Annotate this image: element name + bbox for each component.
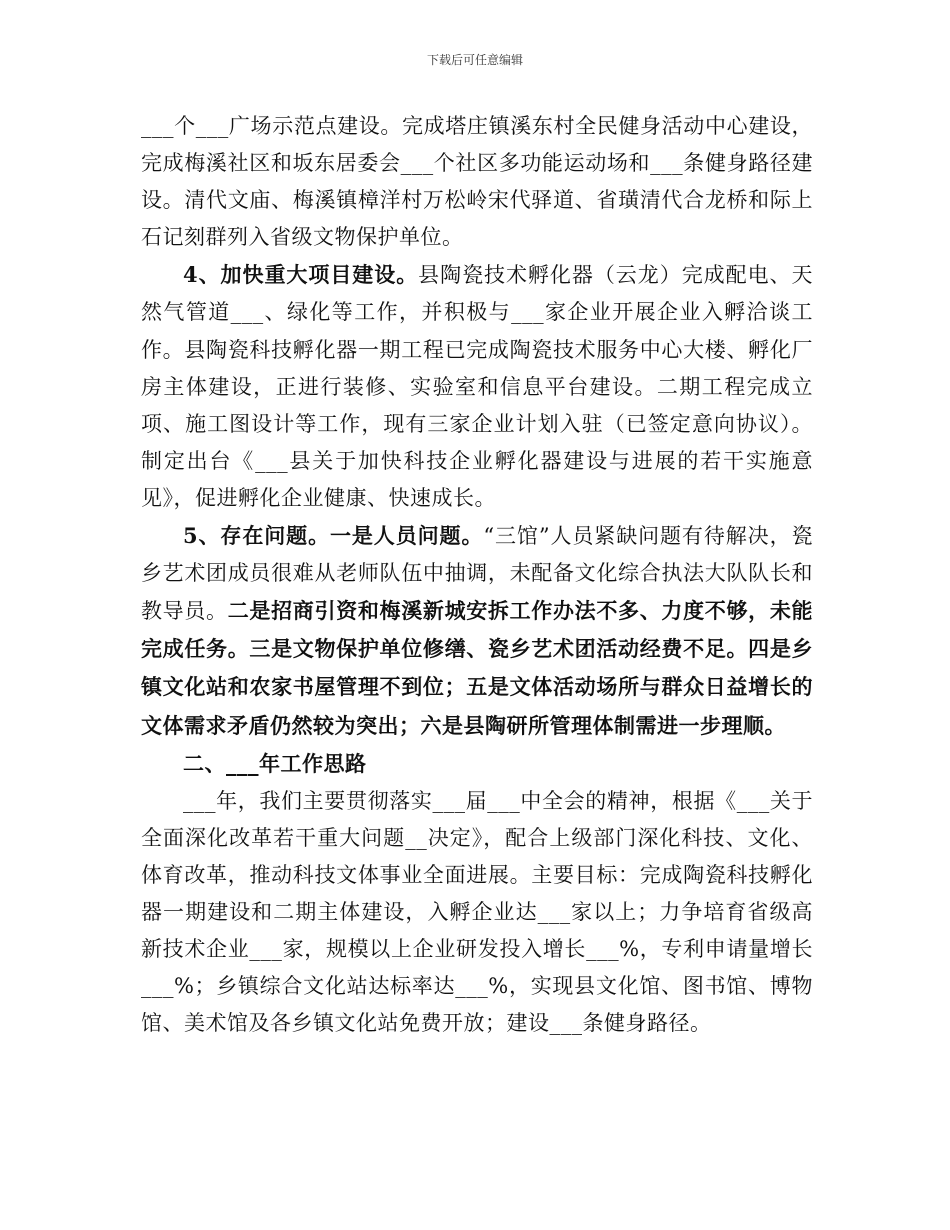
paragraph-major-projects — [141, 256, 813, 517]
section-heading: 4、加快重大项目建设。 — [183, 262, 419, 288]
paragraph-bold-text: 二是招商引资和梅溪新城安拆工作办法不多、力度不够，未能完成任务。三是文物保护单位修缮、瓷乡艺术团活动经费不足。四是乡镇文化站和农家书屋管理不到位；五是文体活动场所与群众日益增长的文体需求矛盾仍然较为突出；六是县陶研所管理体制需进一步理顺。 — [141, 598, 813, 738]
paragraph-work-plan — [141, 783, 813, 1043]
paragraph-text: ___个___广场示范点建设。完成塔庄镇溪东村全民健身活动中心建设，完成梅溪社区和坂东居委会___个社区多功能运动场和___条健身路径建设。清代文庙、梅溪镇樟洋村万松岭宋代驿道、省璜清代合龙桥和际上石记刻群列入省级文物保护单位。 — [141, 114, 813, 250]
paragraph-text: 县陶瓷技术孵化器（云龙）完成配电、天然气管道___、绿化等工作，并积极与___家企业开展企业入孵洽谈工作。县陶瓷科技孵化器一期工程已完成陶瓷技术服务中心大楼、孵化厂房主体建设，正进行装修、实验室和信息平台建设。二期工程完成立项、施工图设计等工作，现有三家企业计划入驻（已签定意向协议）。制定出台《___县关于加快科技企业孵化器建设与进展的若干实施意见》，促进孵化企业健康、快速成长。 — [141, 263, 813, 510]
page-header: 下载后可任意编辑 — [426, 53, 523, 67]
paragraph-existing-problems — [141, 517, 813, 745]
paragraph-text: ___年，我们主要贯彻落实___届___中全会的精神，根据《___关于全面深化改革若干重大问题__决定》，配合上级部门深化科技、文化、体育改革，推动科技文体事业全面进展。主要目标：完成陶瓷科技孵化器一期建设和二期主体建设，入孵企业达___家以上；力争培育省级高新技术企业___家，规模以上企业研发投入增长___%，专利申请量增长___%；乡镇综合文化站达标率达___%，实现县文化馆、图书馆、博物馆、美术馆及各乡镇文化站免费开放；建设___条健身路径。 — [141, 788, 813, 1036]
paragraph-work-plan-heading — [141, 745, 813, 783]
document-body — [141, 108, 813, 1042]
section-heading: 二、___年工作思路 — [183, 750, 367, 776]
paragraph-fitness-facilities — [141, 108, 813, 256]
paragraph-text: “三馆”人员紧缺问题有待解决，瓷乡艺术团成员很难从老师队伍中抽调，未配备文化综合执法大队队长和教导员。 — [141, 524, 813, 624]
section-heading: 5、存在问题。一是人员问题。 — [183, 523, 484, 549]
